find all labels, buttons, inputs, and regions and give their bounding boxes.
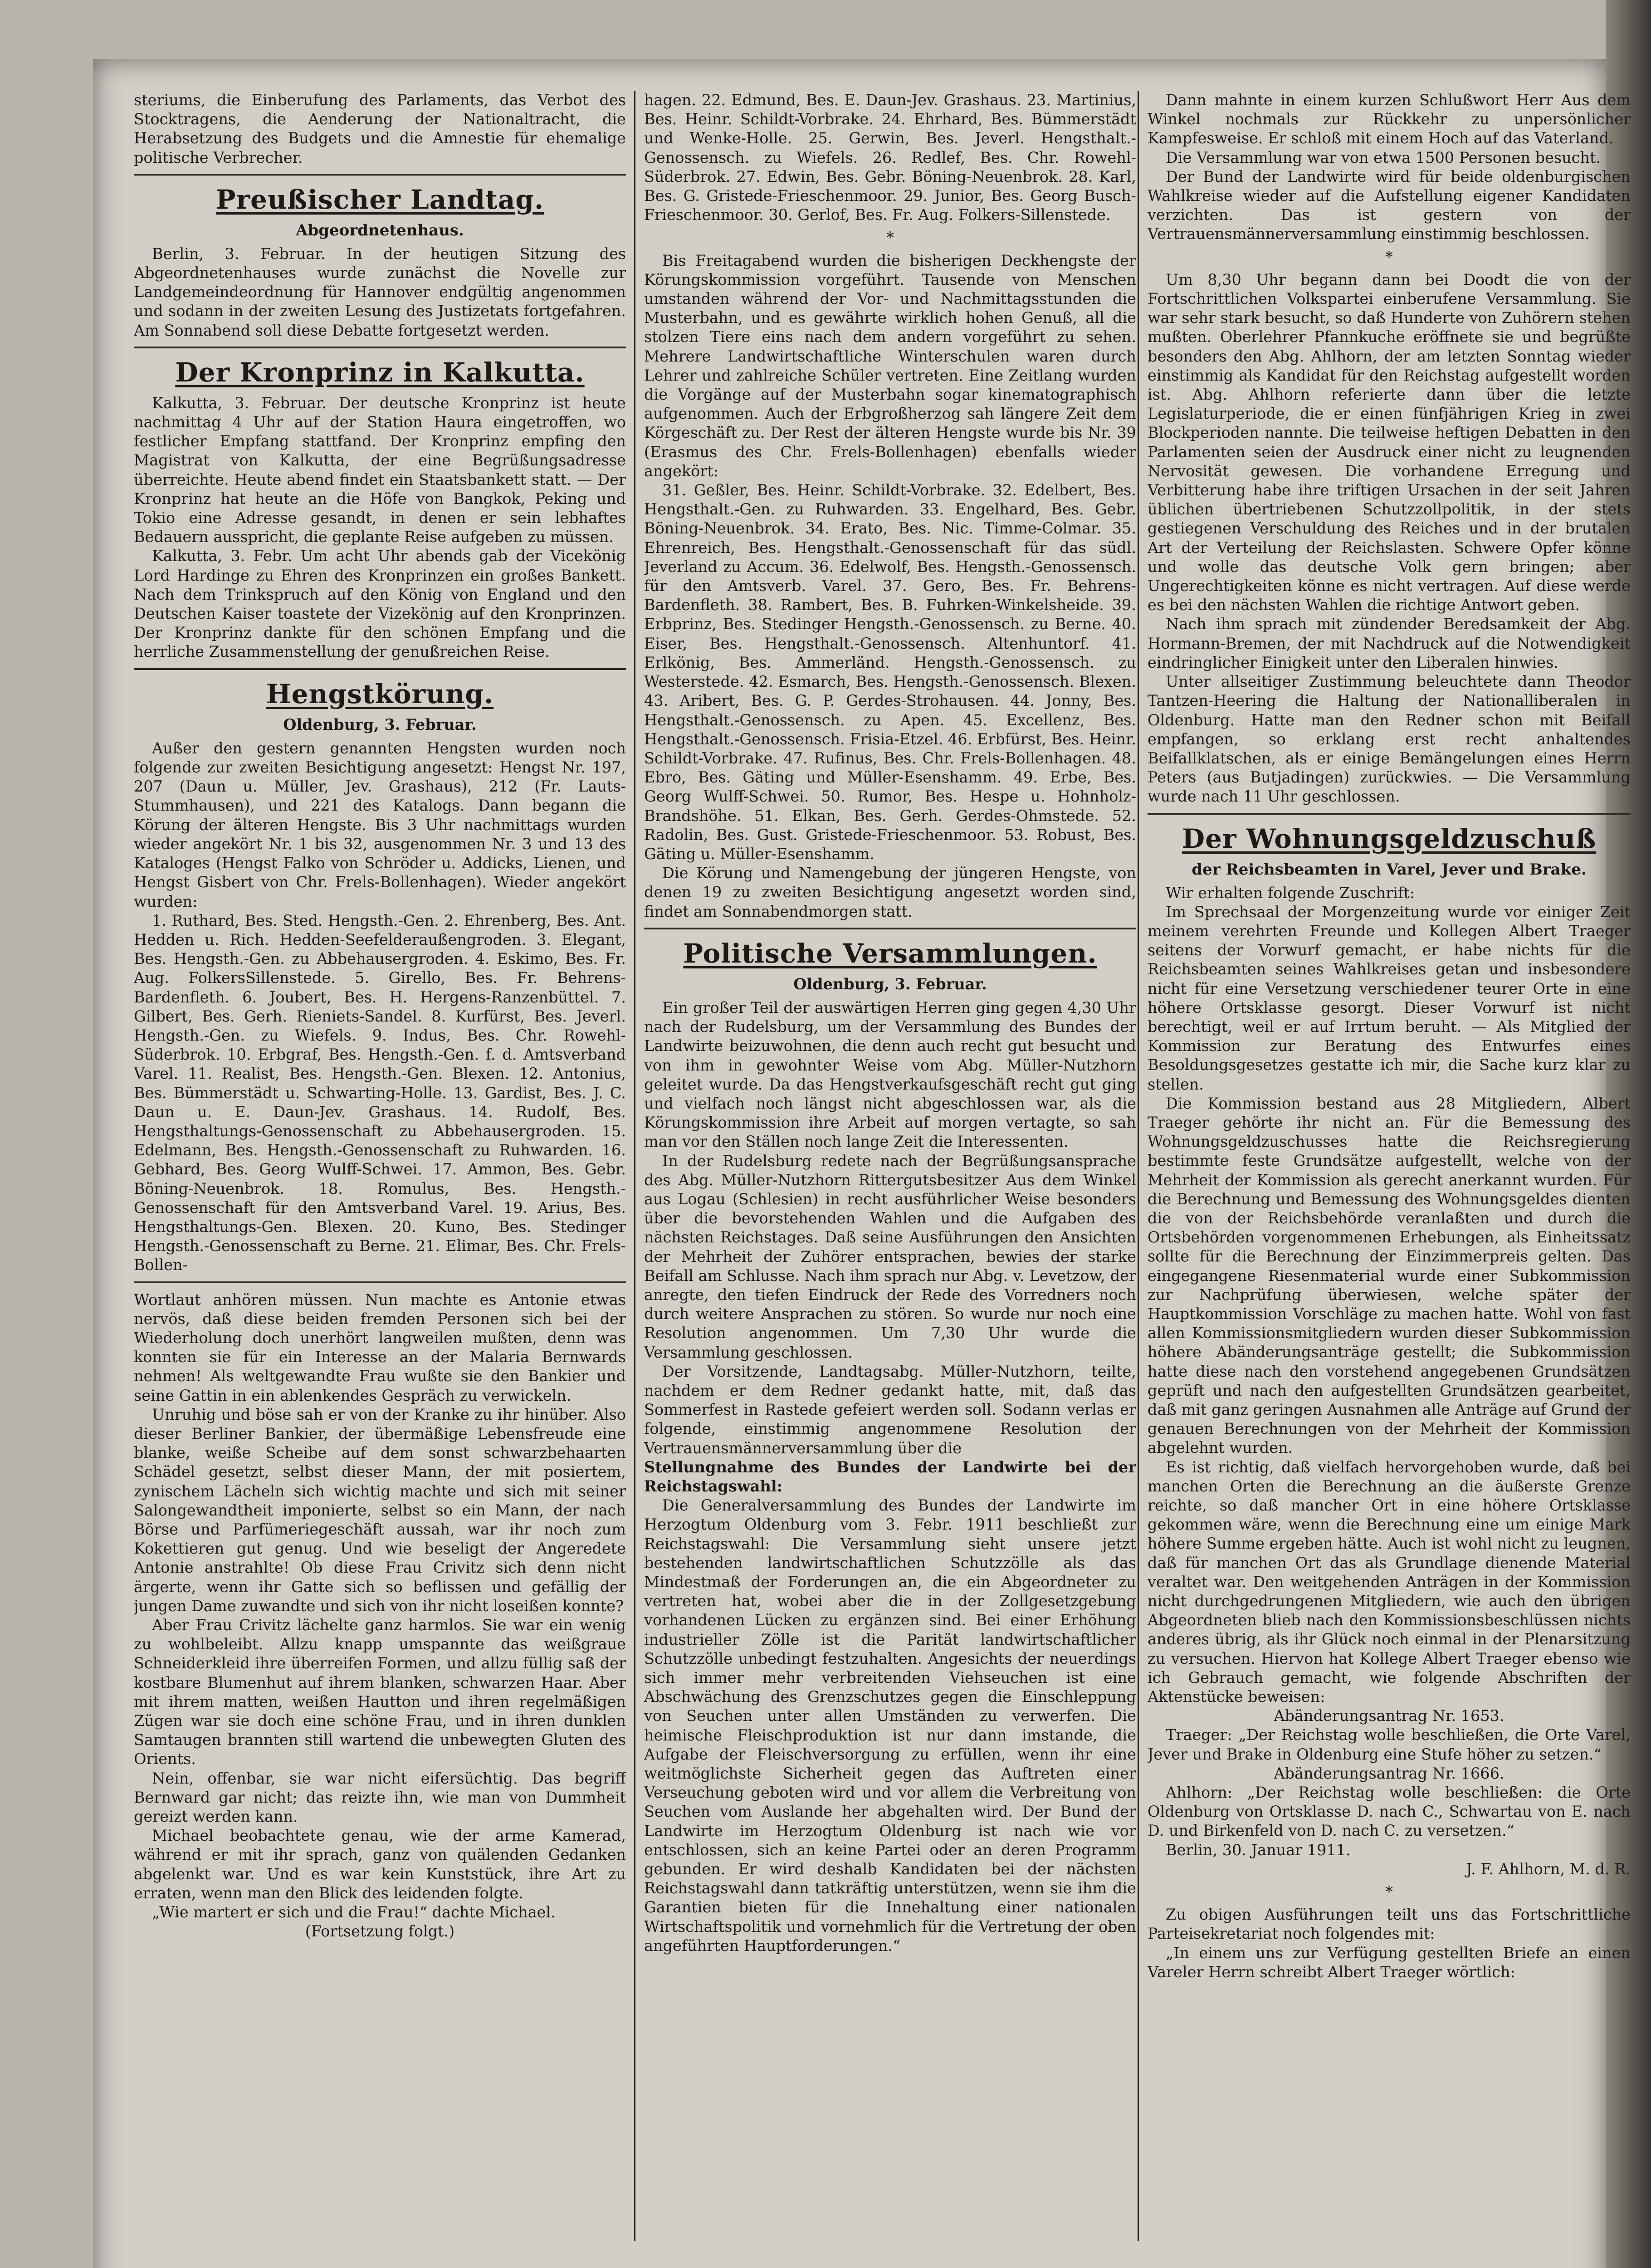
versammlungen-paragraph: Ein großer Teil der auswärtigen Herren ging gegen 4,30 Uhr nach der Rudelsburg, um der Versammlung des Bundes der Landwirte beizuwohnen, die denn auch recht gut besucht und von ihm in gewohnter Weise vom Abg. Müller-Nutzhorn geleitet wurde. Da das Hengstverkaufsgeschäft recht gut ging und vielfach noch längst nicht abgeschlossen war, als die Körungskommission ihre Arbeit auf morgen vertagte, so sah man vor den Ställen noch lange Zeit die Interessenten. [644, 998, 1136, 1151]
koerung-paragraph: Bis Freitagabend wurden die bisherigen Deckhengste der Körungskommission vorgeführt. Tausende von Menschen umstanden während der Vor- und Nachmittagsstunden die Musterbahn, und es gewährte wirklich hohen Genuß, all die stolzen Tiere eins nach dem andern vorgeführt zu sehen. Mehrere Landwirtschaftliche Winterschulen waren durch Lehrer und zahlreiche Schüler vertreten. Eine Zeitlang wurden die Vorgänge auf der Musterbahn sogar kinematographisch aufgenommen. Auch der Erbgroßherzog sah längere Zeit dem Körgeschäft zu. Der Rest der älteren Hengste wurde bis Nr. 39 (Erasmus des Chr. Frels-Bollenhagen) ebenfalls wieder angekört: [644, 251, 1136, 480]
volkspartei-paragraph: Nach ihm sprach mit zündender Beredsamkeit der Abg. Hormann-Bremen, der mit Nachdruck auf die Notwendigkeit eindringlicher Einigkeit unter den Liberalen hinwies. [1148, 615, 1631, 671]
resolution-text: Die Generalversammlung des Bundes der Landwirte im Herzogtum Oldenburg vom 3. Febr. 1911 beschließt zur Reichstagswahl: Die Versammlung sieht unsere jetzt bestehenden landwirtschaftlichen Schutzzölle als das Mindestmaß der Forderungen an, die ein Abgeordneter zu vertreten hat, wobei aber die in der Zollgesetzgebung vorhandenen Lücken zu ergänzen sind. Bei einer Erhöhung industrieller Zölle ist die Parität landwirtschaftlicher Schutzzölle unbedingt festzuhalten. Angesichts der neuerdings sich immer mehr verbreitenden Viehseuchen ist eine Abschwächung des Grenzschutzes gegen die Einschleppung von Seuchen unter allen Umständen zu verwerfen. Die heimische Fleischproduktion ist nur dann imstande, die Aufgabe der Fleischversorgung zu erfüllen, wenn ihr eine weitmöglichste Sicherheit gegen das Auftreten einer Verseuchung geboten wird und vor allem die Verbreitung von Seuchen vom Auslande her abgehalten wird. Der Bund der Landwirte im Herzogtum Oldenburg ist nach wie vor entschlossen, sich an keine Partei oder an deren Programm gebunden. Er wird deshalb Kandidaten bei der nächsten Reichstagswahl dann tatkräftig unterstützen, wenn sie ihm die Garantien bieten für die Innehaltung einer nationalen Wirtschaftspolitik und vornehmlich für die Vertretung der oben angeführten Hauptforderungen.“ [644, 1496, 1136, 1955]
separator-star: * [1385, 1883, 1393, 1901]
intro-paragraph: steriums, die Einberufung des Parlaments, das Verbot des Stocktragens, die Aenderung der Nationaltracht, die Herabsetzung des Budgets und die Amnestie für ehemalige politische Verbrecher. [134, 91, 626, 166]
landtag-headline: Preußischer Landtag. [215, 184, 544, 215]
feuilleton-paragraph: Michael beobachtete genau, wie der arme Kamerad, während er mit ihr sprach, ganz von quälenden Gedanken abgelenkt war. Und es war kein Kunststück, ihre Art zu erraten, wenn man den Blick des leidenden folgte. [134, 1827, 626, 1902]
feuilleton-paragraph: „Wie martert er sich und die Frau!“ dachte Michael. [152, 1903, 556, 1921]
wohnung-paragraph: Wir erhalten folgende Zuschrift: [1166, 884, 1415, 902]
wohnung-paragraph: „In einem uns zur Verfügung gestellten Briefe an einen Vareler Herrn schreibt Albert Traeger wörtlich: [1148, 1944, 1631, 1981]
kronprinz-paragraph: Kalkutta, 3. Februar. Der deutsche Kronprinz ist heute nachmittag 4 Uhr auf der Station Haura eingetroffen, wo festlicher Empfang stattfand. Der Kronprinz empfing den Magistrat von Kalkutta, der eine Begrüßungsadresse überreichte. Heute abend findet ein Staatsbankett statt. — Der Kronprinz hat heute an die Höfe von Bangkok, Peking und Tokio eine Adresse gesandt, in denen er sein lebhaftes Bedauern ausspricht, die geplante Reise aufgeben zu müssen. [134, 394, 626, 546]
section-divider [1148, 813, 1631, 815]
hengst-list: 1. Ruthard, Bes. Sted. Hengsth.-Gen. 2. Ehrenberg, Bes. Ant. Hedden u. Rich. Hedden-Seefelderaußengroden. 3. Elegant, Bes. Hengsth.-Gen. zu Abbehausergroden. 4. Eskimo, Bes. Fr. Aug. FolkersSillenstede. 5. Girello, Bes. Fr. Behrens-Bardenfleth. 6. Joubert, Bes. H. Hergens-Ranzenbüttel. 7. Gilbert, Bes. Gerh. Rieniets-Sandel. 8. Kurfürst, Bes. Jeverl. Hengsth.-Gen. zu Wiefels. 9. Indus, Bes. Chr. Rowehl-Süderbrok. 10. Erbgraf, Bes. Hengsth.-Gen. f. d. Amtsverband Varel. 11. Realist, Bes. Hengsth.-Gen. Blexen. 12. Antonius, Bes. Bümmerstädt u. Schwarting-Holle. 13. Gardist, Bes. J. C. Daun u. E. Daun-Jev. Grashaus. 14. Rudolf, Bes. Hengsthaltungs-Genossenschaft zu Abbehausergroden. 15. Edelmann, Bes. Hengsth.-Genossenschaft zu Ruhwarden. 16. Gebhard, Bes. Georg Wulff-Schwei. 17. Ammon, Bes. Gebr. Böning-Neuenbrok. 18. Romulus, Bes. Hengsth.-Genossenschaft für den Amtsverband Varel. 19. Arius, Bes. Hengsthaltungs-Gen. Blexen. 20. Kuno, Bes. Stedinger Hengsth.-Genossenschaft zu Berne. 21. Elimar, Bes. Chr. Frels-Bollen- [134, 911, 626, 1274]
landtag-subhead: Abgeordnetenhaus. [296, 221, 464, 240]
wohnung-paragraph: Es ist richtig, daß vielfach hervorgehoben wurde, daß bei manchen Orten die Berechnung an die äußerste Grenze reichte, so daß mancher Ort in eine höhere Ortsklasse gekommen wäre, wenn die Berechnung eine um einige Mark höhere Summe ergeben hätte. Auch ist wohl nicht zu leugnen, daß für manchen Ort das als Grundlage dienende Material veraltet war. Den weitgehenden Anträgen in der Kommission nicht durchgedrungenen Mitgliedern, wie auch den übrigen Abgeordneten blieb nach den Kommissionsbeschlüssen nichts anderes übrig, als ihr Glück noch einmal in der Plenarsitzung zu versuchen. Hiervon hat Kollege Albert Traeger ebenso wie ich Gebrauch gemacht, wie folgende Abschriften der Aktenstücke beweisen: [1148, 1458, 1631, 1706]
versammlungen-dateline: Oldenburg, 3. Februar. [793, 975, 987, 993]
wohnung-paragraph: Zu obigen Ausführungen teilt uns das Fortschrittliche Parteisekretariat noch folgendes mit: [1148, 1906, 1631, 1943]
section-divider [134, 347, 626, 348]
kronprinz-headline: Der Kronprinz in Kalkutta. [175, 357, 585, 388]
column-rule [1138, 91, 1139, 2241]
versammlungen-headline: Politische Versammlungen. [683, 938, 1097, 969]
koerung-paragraph: Die Körung und Namengebung der jüngeren Hengste, von denen 19 zu zweiten Besichtigung angesetzt worden sind, findet am Sonnabendmorgen statt. [644, 864, 1136, 920]
column-2 [644, 91, 1136, 2250]
hengst-list-continued: hagen. 22. Edmund, Bes. E. Daun-Jev. Grashaus. 23. Martinius, Bes. Heinr. Schildt-Vorbrake. 24. Ehrhard, Bes. Bümmerstädt und Wenke-Holle. 25. Gerwin, Bes. Jeverl. Hengsthalt.-Genossensch. zu Wiefels. 26. Redlef, Bes. Chr. Rowehl-Süderbrok. 27. Edwin, Bes. Gebr. Böning-Neuenbrok. 28. Karl, Bes. G. Gristede-Frieschenmoor. 29. Junior, Bes. Georg Busch-Frieschenmoor. 30. Gerlof, Bes. Fr. Aug. Folkers-Sillenstede. [644, 91, 1136, 224]
feuilleton-paragraph: Wortlaut anhören müssen. Nun machte es Antonie etwas nervös, daß diese beiden fremden Personen sich bei der Wiederholung doch unerhört langweilen mußten, denn was konnten sie für ein Interesse an der Malaria Bernwards nehmen! Als weltgewandte Frau wußte sie den Bankier und seine Gattin in ein ablenkendes Gespräch zu verwickeln. [134, 1290, 626, 1404]
versammlung-paragraph: Der Bund der Landwirte wird für beide oldenburgischen Wahlkreise wieder auf die Aufstellung eigener Kandidaten verzichten. Das ist gestern von der Vertrauensmännerversammlung einstimmig beschlossen. [1148, 167, 1631, 243]
column-1 [134, 91, 626, 2250]
separator-star: * [1385, 248, 1393, 266]
landtag-body: Berlin, 3. Februar. In der heutigen Sitzung des Abgeordnetenhauses wurde zunächst die Novelle zur Landgemeindeordnung für Hannover endgültig angenommen und sodann in der zweiten Lesung des Justizetats fortgefahren. Am Sonnabend soll diese Debatte fortgesetzt werden. [134, 244, 626, 339]
antrag-text: Ahlhorn: „Der Reichstag wolle beschließen: die Orte Oldenburg von Ortsklasse D. nach C., Schwartau von E. nach D. und Birkenfeld von D. nach C. zu versetzen.“ [1148, 1784, 1631, 1840]
letter-date: Berlin, 30. Januar 1911. [1166, 1841, 1351, 1859]
versammlungen-paragraph: Der Vorsitzende, Landtagsabg. Müller-Nutzhorn, teilte, nachdem er dem Redner gedankt hatte, mit, daß das Sommerfest in Rastede gefeiert werden soll. Sodann verlas er folgende, einstimmig angenommene Resolution der Vertrauensmännerversammlung über die [644, 1362, 1136, 1457]
antrag-number: Abänderungsantrag Nr. 1666. [1274, 1764, 1504, 1782]
volkspartei-paragraph: Um 8,30 Uhr begann dann bei Doodt die von der Fortschrittlichen Volkspartei einberufene Versammlung. Sie war sehr stark besucht, so daß Hunderte von Zuhörern stehen mußten. Oberlehrer Pfannkuche eröffnete sie und begrüßte besonders den Abg. Ahlhorn, der am letzten Sonntag wieder einstimmig als Kandidat für den Reichstag aufgestellt worden ist. Abg. Ahlhorn referierte dann über die letzte Legislaturperiode, die er einen fünfjährigen Krieg in zwei Blockperioden nannte. Die teilweise heftigen Debatten in den Parlamenten seien der Ausdruck einer nicht zu leugnenden Nervosität gewesen. Die vorhandene Erregung und Verbitterung habe ihre triftigen Ursachen in der seit Jahren üblichen übertriebenen Schutzzollpolitik, in der stets gestiegenen Verschuldung des Reiches und in der brutalen Art der Verteilung der Reichslasten. Schwere Opfer könne und wolle das deutsche Volk gern bringen; aber Ungerechtigkeiten könne es nicht vertragen. Auf diese werde es bei den nächsten Wahlen die richtige Antwort geben. [1148, 270, 1631, 614]
antrag-number: Abänderungsantrag Nr. 1653. [1274, 1707, 1504, 1725]
feuilleton-divider [134, 1281, 626, 1283]
wohnung-subhead: der Reichsbeamten in Varel, Jever und Brake. [1192, 860, 1587, 879]
feuilleton-paragraph: Nein, offenbar, sie war nicht eifersüchtig. Das begriff Bernward gar nicht; das reizte ihn, wie man von Dummheit gereizt werden kann. [134, 1769, 626, 1826]
kronprinz-paragraph: Kalkutta, 3. Febr. Um acht Uhr abends gab der Vicekönig Lord Hardinge zu Ehren des Kronprinzen ein großes Bankett. Nach dem Trinkspruch auf den König von England und den Deutschen Kaiser toastete der Vizekönig auf den Kronprinzen. Der Kronprinz dankte für den schönen Empfang und die herrliche Zusammenstellung der genußreichen Reise. [134, 547, 626, 661]
column-rule [634, 91, 635, 2241]
antrag-text: Traeger: „Der Reichstag wolle beschließen, die Orte Varel, Jever und Brake in Oldenburg eine Stufe höher zu setzen.“ [1148, 1726, 1631, 1763]
wohnung-paragraph: Im Sprechsaal der Morgenzeitung wurde vor einiger Zeit meinem verehrten Freunde und Kollegen Albert Traeger seitens der Vorwurf gemacht, er habe nichts für die Reichsbeamten seines Wahlkreises getan und insbesondere nicht für eine Versetzung verschiedener teurer Orte in eine höhere Ortsklasse gesorgt. Dieser Vorwurf ist nicht berechtigt, weil er auf Irrtum beruht. — Als Mitglied der Kommission zur Beratung des Entwurfes eines Besoldungsgesetzes gestatte ich mir, die Sache kurz klar zu stellen. [1148, 903, 1631, 1093]
hengst-headline: Hengstkörung. [266, 678, 494, 709]
section-divider [134, 174, 626, 176]
letter-signature: J. F. Ahlhorn, M. d. R. [1466, 1860, 1631, 1878]
wohnung-headline: Der Wohnungsgeldzuschuß [1182, 823, 1597, 854]
resolution-heading: Stellungnahme des Bundes der Landwirte bei der Reichstagswahl: [644, 1458, 1136, 1496]
volkspartei-paragraph: Unter allseitiger Zustimmung beleuchtete dann Theodor Tantzen-Heering die Haltung der Nationalliberalen in Oldenburg. Hatte man den Redner schon mit Beifall empfangen, so erklang erst recht anhaltendes Beifallklatschen, als er einige Bemängelungen eines Herrn Peters (aus Butjadingen) zurückwies. — Die Versammlung wurde nach 11 Uhr geschlossen. [1148, 673, 1631, 806]
versammlung-paragraph: Die Versammlung war von etwa 1500 Personen besucht. [1166, 148, 1601, 166]
hengst-paragraph: Außer den gestern genannten Hengsten wurden noch folgende zur zweiten Besichtigung angesetzt: Hengst Nr. 197, 207 (Daun u. Müller, Jev. Grashaus), 212 (Fr. Lauts-Stummhausen), und 221 des Katalogs. Dann begann die Körung der älteren Hengste. Bis 3 Uhr nachmittags wurden wieder angekört Nr. 1 bis 32, ausgenommen Nr. 3 und 13 des Kataloges (Hengst Falko von Schröder u. Addicks, Lienen, und Hengst Gisbert von Chr. Frels-Bollenhagen). Wieder angekört wurden: [134, 739, 626, 910]
hengst-dateline: Oldenburg, 3. Februar. [283, 715, 477, 733]
section-divider [134, 668, 626, 670]
separator-star: * [886, 229, 894, 247]
wohnung-paragraph: Die Kommission bestand aus 28 Mitgliedern, Albert Traeger gehörte ihr nicht an. Für die Bemessung des Wohnungsgeldzuschusses hatte die Reichsregierung bestimmte feste Grundsätze aufgestellt, welche von der Mehrheit der Kommission als gerecht anerkannt wurden. Für die Berechnung und Bemessung des Wohnungsgeldes dienten die von der Reichsbehörde veranlaßten und durch die Ortsbehörden vorgenommenen Erhebungen, als Einheitssatz sollte für die Berechnung der Einzimmerpreis gelten. Das eingegangene Riesenmaterial wurde einer Subkommission zur Nachprüfung überwiesen, welche später der Hauptkommission Vorschläge zu machen hatte. Wohl von fast allen Kommissionsmitgliedern wurden dieser Subkommission höhere Abänderungsanträge gestellt; die Subkommission hatte diese nach den vorstehend angegebenen Grundsätzen geprüft und nach den aufgestellten Grundsätzen gearbeitet, daß mit ganz geringen Ausnahmen alle Anträge auf Grund der genauen Berechnungen von der Mehrheit der Kommission abgelehnt wurden. [1148, 1094, 1631, 1457]
versammlungen-paragraph: In der Rudelsburg redete nach der Begrüßungsansprache des Abg. Müller-Nutzhorn Rittergutsbesitzer Aus dem Winkel aus Logau (Schlesien) in recht ausführlicher Weise besonders über die bevorstehenden Wahlen und die Aufgaben des nächsten Reichstages. Daß seine Ausführungen den Ansichten der Mehrheit der Zuhörer entsprachen, bewies der starke Beifall am Schlusse. Nach ihm sprach nur Abg. v. Levetzow, der anregte, den tiefen Eindruck der Rede des Vorredners noch durch weitere Ansprachen zu stören. So wurde nur noch eine Resolution angenommen. Um 7,30 Uhr wurde die Versammlung geschlossen. [644, 1152, 1136, 1361]
continuation-note: (Fortsetzung folgt.) [305, 1922, 455, 1941]
section-divider [644, 928, 1136, 929]
versammlung-paragraph: Dann mahnte in einem kurzen Schlußwort Herr Aus dem Winkel nochmals zur Rückkehr zu unpersönlicher Kampfesweise. Er schloß mit einem Hoch auf das Vaterland. [1148, 91, 1631, 147]
feuilleton-paragraph: Aber Frau Crivitz lächelte ganz harmlos. Sie war ein wenig zu wohlbeleibt. Allzu knapp umspannte das weißgraue Schneiderkleid ihre überreifen Formen, und allzu füllig saß der kostbare Blumenhut auf ihrem blanken, schwarzen Haar. Aber mit ihrem matten, weißen Hautton und ihren regelmäßigen Zügen war sie doch eine schöne Frau, und in ihren dunklen Samtaugen brannten still wartend die unbewegten Gluten des Orients. [134, 1616, 626, 1768]
column-3 [1148, 91, 1631, 2250]
feuilleton-paragraph: Unruhig und böse sah er von der Kranke zu ihr hinüber. Also dieser Berliner Bankier, der übermäßige Lebensfreude eine blanke, weiße Scheibe auf dem sonst schwarzbehaarten Schädel gesetzt, selbst dieser Mann, der mit posiertem, zynischem Lächeln sich wichtig machte und sich mit seiner Salongewandtheit imponierte, selbst so ein Mann, der nach Börse und Parfümeriegeschäft aussah, war ihr noch zum Kokettieren gut genug. Und wie beseligt der Angeredete Antonie anstrahlte! Ob diese Frau Crivitz sich denn nicht ärgerte, wenn ihr Gatte sich so beflissen und gefällig der jungen Dame zuwandte und sich von ihr nicht loseißen konnte? [134, 1405, 626, 1615]
koerung-list: 31. Geßler, Bes. Heinr. Schildt-Vorbrake. 32. Edelbert, Bes. Hengsthalt.-Gen. zu Ruhwarden. 33. Engelhard, Bes. Gebr. Böning-Neuenbrok. 34. Erato, Bes. Nic. Timme-Colmar. 35. Ehrenreich, Bes. Hengsthalt.-Genossenschaft für das südl. Jeverland zu Accum. 36. Edelwolf, Bes. Hengsth.-Genossensch. für den Amtsverb. Varel. 37. Gero, Bes. Fr. Behrens-Bardenfleth. 38. Rambert, Bes. B. Fuhrken-Winkelsheide. 39. Erbprinz, Bes. Stedinger Hengsth.-Genossensch. zu Berne. 40. Eiser, Bes. Hengsthalt.-Genossensch. Altenhuntorf. 41. Erlkönig, Bes. Ammerländ. Hengsth.-Genossensch. zu Westerstede. 42. Esmarch, Bes. Hengsth.-Genossensch. Blexen. 43. Aribert, Bes. G. P. Gerdes-Strohausen. 44. Jonny, Bes. Hengsthalt.-Genossensch. zu Apen. 45. Excellenz, Bes. Hengsthalt.-Genossensch. Frisia-Etzel. 46. Erbfürst, Bes. Heinr. Schildt-Vorbrake. 47. Rufinus, Bes. Chr. Frels-Bollenhagen. 48. Ebro, Bes. Gäting und Müller-Esenshamm. 49. Erbe, Bes. Georg Wulff-Schwei. 50. Rumor, Bes. Hespe u. Hohnholz-Brandshöhe. 51. Elkan, Bes. Gerh. Gerdes-Ohmstede. 52. Radolin, Bes. Gust. Gristede-Frieschenmoor. 53. Robust, Bes. Gäting u. Müller-Esenshamm. [644, 481, 1136, 863]
